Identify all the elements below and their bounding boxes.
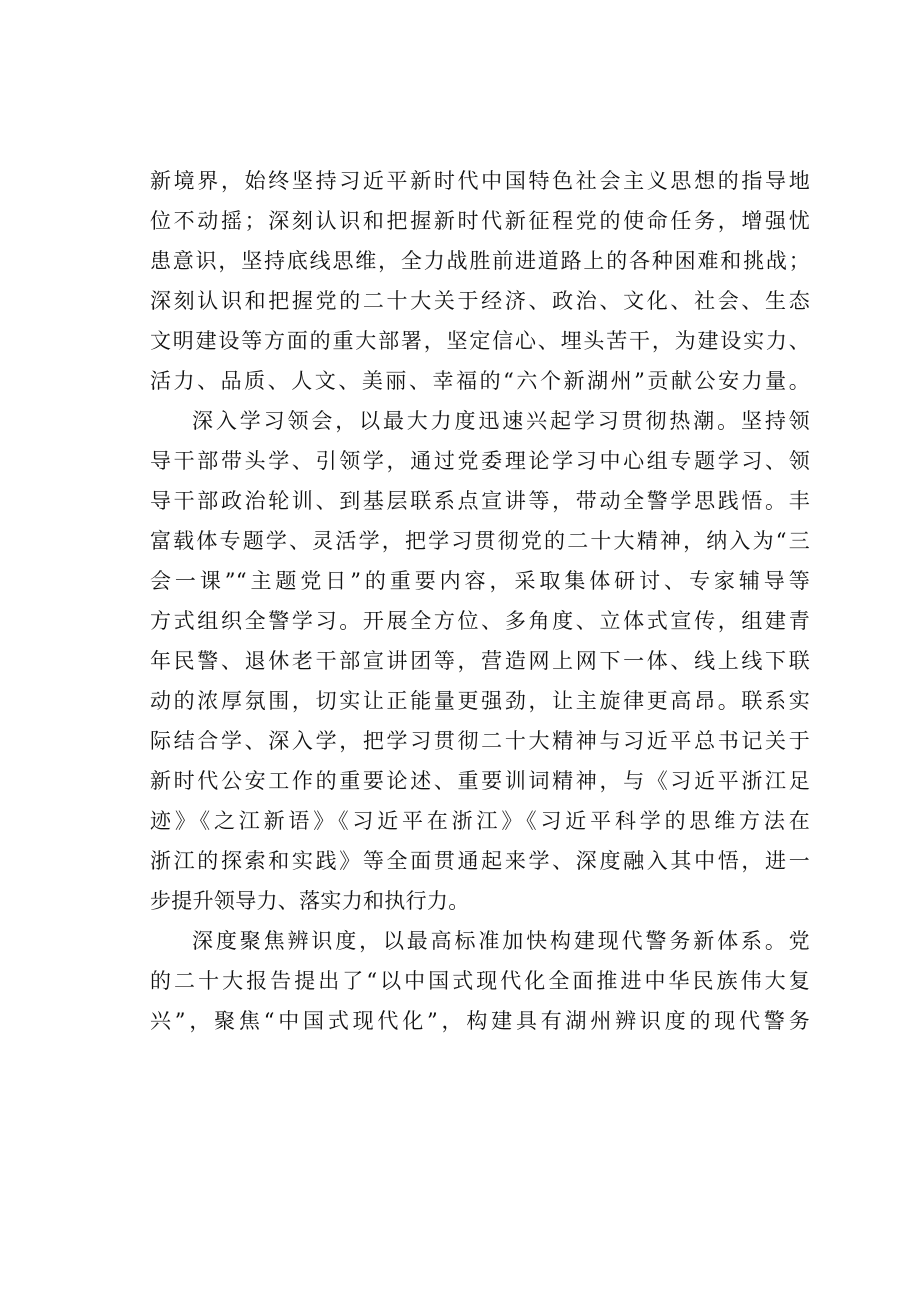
text-line: 活力、品质、人文、美丽、幸福的“六个新湖州”贡献公安力量。: [150, 369, 810, 393]
text-line: 导干部政治轮训、到基层联系点宣讲等，带动全警学思践悟。丰: [150, 489, 810, 513]
text-line: 浙江的探索和实践》等全面贯通起来学、深度融入其中悟，进一: [150, 849, 810, 873]
text-line: 兴”，聚焦“中国式现代化”，构建具有湖州辨识度的现代警务: [150, 1009, 810, 1033]
text-line: 步提升领导力、落实力和执行力。: [150, 889, 470, 913]
text-line: 深刻认识和把握党的二十大关于经济、政治、文化、社会、生态: [150, 289, 810, 313]
text-line: 年民警、退休老干部宣讲团等，营造网上网下一体、线上线下联: [150, 649, 810, 673]
text-line: 新境界，始终坚持习近平新时代中国特色社会主义思想的指导地: [150, 169, 810, 193]
text-line: 患意识，坚持底线思维，全力战胜前进道路上的各种困难和挑战；: [150, 249, 810, 273]
text-line: 位不动摇；深刻认识和把握新时代新征程党的使命任务，增强忧: [150, 209, 810, 233]
text-line: 深入学习领会，以最大力度迅速兴起学习贯彻热潮。坚持领: [192, 409, 810, 433]
text-line: 导干部带头学、引领学，通过党委理论学习中心组专题学习、领: [150, 449, 810, 473]
paragraph-1: [150, 161, 810, 401]
text-line: 方式组织全警学习。开展全方位、多角度、立体式宣传，组建青: [150, 609, 810, 633]
text-line: 富载体专题学、灵活学，把学习贯彻党的二十大精神，纳入为“三: [150, 529, 810, 553]
document-body: [150, 161, 810, 1041]
text-line: 文明建设等方面的重大部署，坚定信心、埋头苦干，为建设实力、: [150, 329, 810, 353]
paragraph-3: [150, 921, 810, 1041]
text-line: 深度聚焦辨识度，以最高标准加快构建现代警务新体系。党: [192, 929, 810, 953]
text-line: 会一课”“主题党日”的重要内容，采取集体研讨、专家辅导等: [150, 569, 810, 593]
paragraph-2: [150, 401, 810, 921]
text-line: 动的浓厚氛围，切实让正能量更强劲，让主旋律更高昂。联系实: [150, 689, 810, 713]
text-line: 际结合学、深入学，把学习贯彻二十大精神与习近平总书记关于: [150, 729, 810, 753]
text-line: 迹》《之江新语》《习近平在浙江》《习近平科学的思维方法在: [150, 809, 810, 833]
text-line: 的二十大报告提出了“以中国式现代化全面推进中华民族伟大复: [150, 969, 810, 993]
text-line: 新时代公安工作的重要论述、重要训词精神，与《习近平浙江足: [150, 769, 810, 793]
